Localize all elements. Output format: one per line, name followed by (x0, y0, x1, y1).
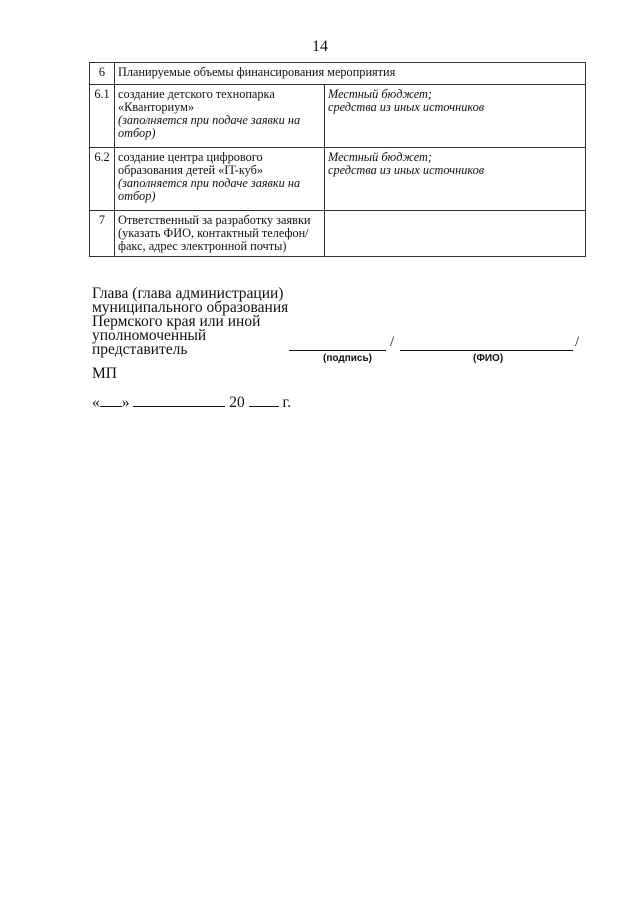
responsible-person-field[interactable] (325, 211, 586, 257)
row-description: создание детского технопарка «Кванториум» (118, 87, 275, 114)
row-number: 7 (90, 211, 115, 257)
row-number: 6 (90, 63, 115, 85)
row-description-cell (115, 148, 325, 211)
signature-caption: (подпись) (323, 353, 372, 364)
row-note: (заполняется при подаче заявки на отбор) (118, 176, 301, 203)
date-line (92, 394, 291, 412)
signatory-title-line: Пермского края или иной (92, 313, 261, 330)
table-row (90, 148, 586, 211)
row-description: создание центра цифрового образования детей «IT-куб» (118, 150, 264, 177)
funding-sources-field[interactable]: Местный бюджет; средства из иных источников (325, 85, 586, 148)
signatory-title-line: представитель (92, 341, 188, 358)
full-name-field[interactable] (400, 350, 573, 351)
table-row (90, 63, 586, 85)
full-name-caption: (ФИО) (473, 353, 504, 364)
signature-field[interactable] (289, 350, 386, 351)
row-number: 6.1 (90, 85, 115, 148)
date-open-quote: « (92, 394, 100, 411)
row-number: 6.2 (90, 148, 115, 211)
signatory-title-line: уполномоченный (92, 327, 207, 344)
application-form-table (89, 62, 586, 257)
signatory-title (92, 287, 332, 357)
page-number: 14 (312, 38, 328, 55)
table-row (90, 85, 586, 148)
year-field[interactable] (249, 394, 279, 407)
day-field[interactable] (100, 394, 122, 407)
year-suffix: г. (282, 394, 291, 411)
date-close-quote: » (121, 394, 130, 411)
row-description: Ответственный за разработку заявки (указать ФИО, контактный телефон/ факс, адрес электронной почты) (115, 211, 325, 257)
row-description: Планируемые объемы финансирования мероприятия (115, 63, 586, 85)
stamp-label: МП (92, 365, 117, 382)
signatory-title-line: Глава (глава администрации) (92, 285, 284, 302)
row-note: (заполняется при подаче заявки на отбор) (118, 113, 301, 140)
funding-sources-field[interactable]: Местный бюджет; средства из иных источников (325, 148, 586, 211)
month-field[interactable] (133, 394, 225, 407)
year-prefix: 20 (229, 394, 245, 411)
signature-separator: / (575, 334, 580, 350)
signatory-title-line: муниципального образования (92, 299, 289, 316)
signature-separator: / (390, 334, 395, 350)
table-row (90, 211, 586, 257)
row-description-cell (115, 85, 325, 148)
